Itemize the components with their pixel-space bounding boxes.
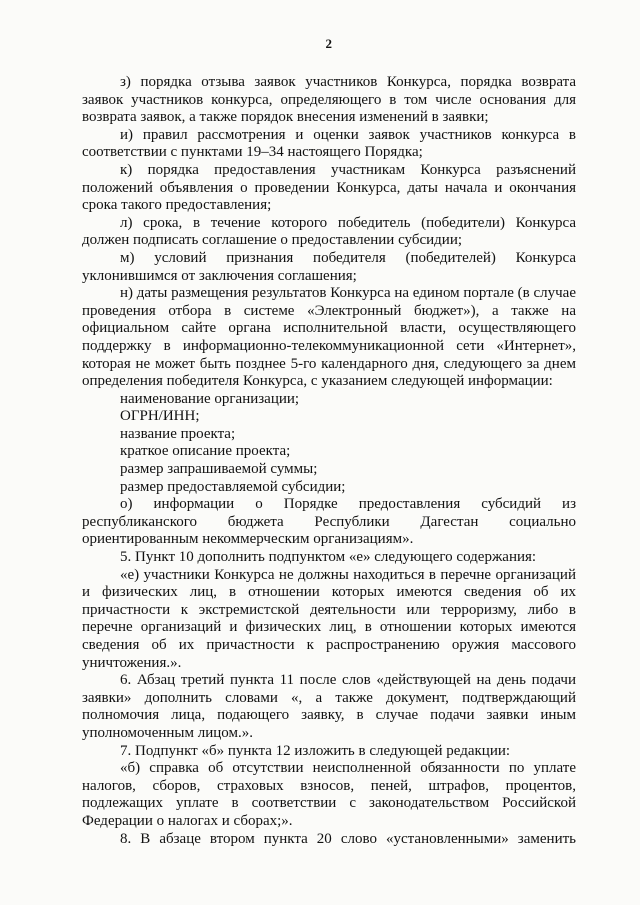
paragraph-k: к) порядка предоставления участникам Конкурса разъяснений положений объявления о проведении Конкурса, даты начала и окончания срока такого предоставления; bbox=[82, 161, 576, 214]
paragraph-item-7-b: «б) справка об отсутствии неисполненной обязанности по уплате налогов, сборов, страховых взносов, пеней, штрафов, процентов, подлежащих уплате в соответствии с законодательством Российской Федерации о налогах и сборах;». bbox=[82, 760, 576, 829]
document-body bbox=[82, 74, 576, 848]
list-item: краткое описание проекта; bbox=[120, 443, 291, 460]
paragraph-z: з) порядка отзыва заявок участников Конкурса, порядка возврата заявок участников конкурса, определяющего в том числе основания для возврата заявок, а также порядок внесения изменений в заявки; bbox=[82, 74, 576, 126]
paragraph-l: л) срока, в течение которого победитель (победители) Конкурса должен подписать соглашение о предоставлении субсидии; bbox=[82, 214, 576, 249]
list-item: размер запрашиваемой суммы; bbox=[120, 461, 318, 478]
list-item: ОГРН/ИНН; bbox=[120, 408, 200, 425]
paragraph-item-7: 7. Подпункт «б» пункта 12 изложить в следующей редакции: bbox=[120, 742, 511, 759]
list-item: размер предоставляемой субсидии; bbox=[120, 478, 346, 495]
paragraph-m: м) условий признания победителя (победителей) Конкурса уклонившимся от заключения соглашения; bbox=[82, 249, 576, 284]
paragraph-item-8: 8. В абзаце втором пункта 20 слово «установленными» заменить bbox=[120, 830, 576, 847]
paragraph-n: н) даты размещения результатов Конкурса на едином портале (в случае проведения отбора в системе «Электронный бюджет»), а также на официальном сайте органа исполнительной власти, осуществляющего поддержку в информационно-телекоммуникационной сети «Интернет», которая не может быть позднее 5-го календарного дня, следующего за днем определения победителя Конкурса, с указанием следующей информации: bbox=[82, 285, 576, 390]
page-number: 2 bbox=[325, 36, 333, 51]
paragraph-item-5: 5. Пункт 10 дополнить подпунктом «е» следующего содержания: bbox=[120, 549, 537, 566]
paragraph-item-5-e: «е) участники Конкурса не должны находиться в перечне организаций и физических лиц, в отношении которых имеются сведения об их причастности к экстремистской деятельности или терроризму, либо в перечне организаций и физических лиц, в отношении которых имеются сведения об их причастности к распространению оружия массового уничтожения.». bbox=[82, 566, 576, 671]
paragraph-i: и) правил рассмотрения и оценки заявок участников конкурса в соответствии с пунктами 19–34 настоящего Порядка; bbox=[82, 126, 576, 161]
paragraph-item-6: 6. Абзац третий пункта 11 после слов «действующей на день подачи заявки» дополнить словами «, а также документ, подтверждающий полномочия лица, подающего заявку, в случае подачи заявки иным уполномоченным лицом.». bbox=[82, 672, 576, 741]
paragraph-o: о) информации о Порядке предоставления субсидий из республиканского бюджета Республики Дагестан социально ориентированным некоммерческим организациям». bbox=[82, 496, 576, 548]
list-item: наименование организации; bbox=[120, 390, 300, 407]
list-item: название проекта; bbox=[120, 425, 236, 442]
